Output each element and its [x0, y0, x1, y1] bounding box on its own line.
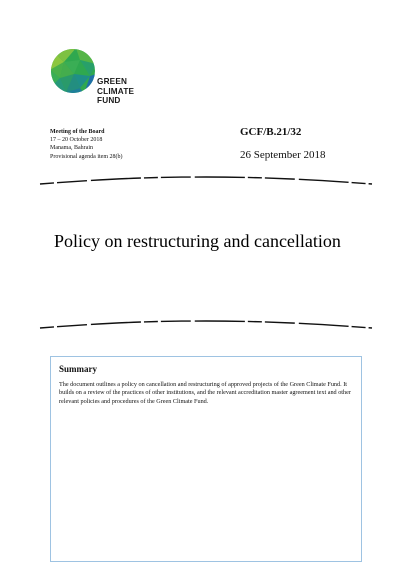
- logo-line-2: CLIMATE: [97, 86, 135, 96]
- document-date: 26 September 2018: [240, 149, 326, 161]
- summary-box: [50, 356, 362, 562]
- gcf-logo: [50, 48, 96, 94]
- meeting-info: [50, 128, 122, 161]
- document-number: GCF/B.21/32: [240, 126, 302, 138]
- meeting-title: Meeting of the Board: [50, 129, 105, 135]
- summary-heading: Summary: [59, 364, 97, 374]
- divider-swoosh: [38, 174, 374, 188]
- summary-body: The document outlines a policy on cancellation and restructuring of approved projects of the Green Climate Fund. It builds on a review of the practices of other institutions, and the relevant accreditation master agreement text and other relevant policies and procedures of the Green Climate Fund.: [59, 381, 351, 405]
- logo-wordmark: [97, 77, 134, 106]
- logo-line-1: GREEN: [97, 77, 128, 86]
- meeting-dates: 17 – 20 October 2018: [50, 137, 103, 144]
- logo-line-3: FUND: [97, 96, 121, 106]
- meeting-agenda: Provisional agenda item 28(b): [50, 153, 123, 160]
- meeting-location: Manama, Bahrain: [50, 145, 93, 152]
- globe-icon: [50, 48, 96, 94]
- divider-swoosh: [38, 318, 374, 332]
- document-title: Policy on restructuring and cancellation: [54, 231, 341, 251]
